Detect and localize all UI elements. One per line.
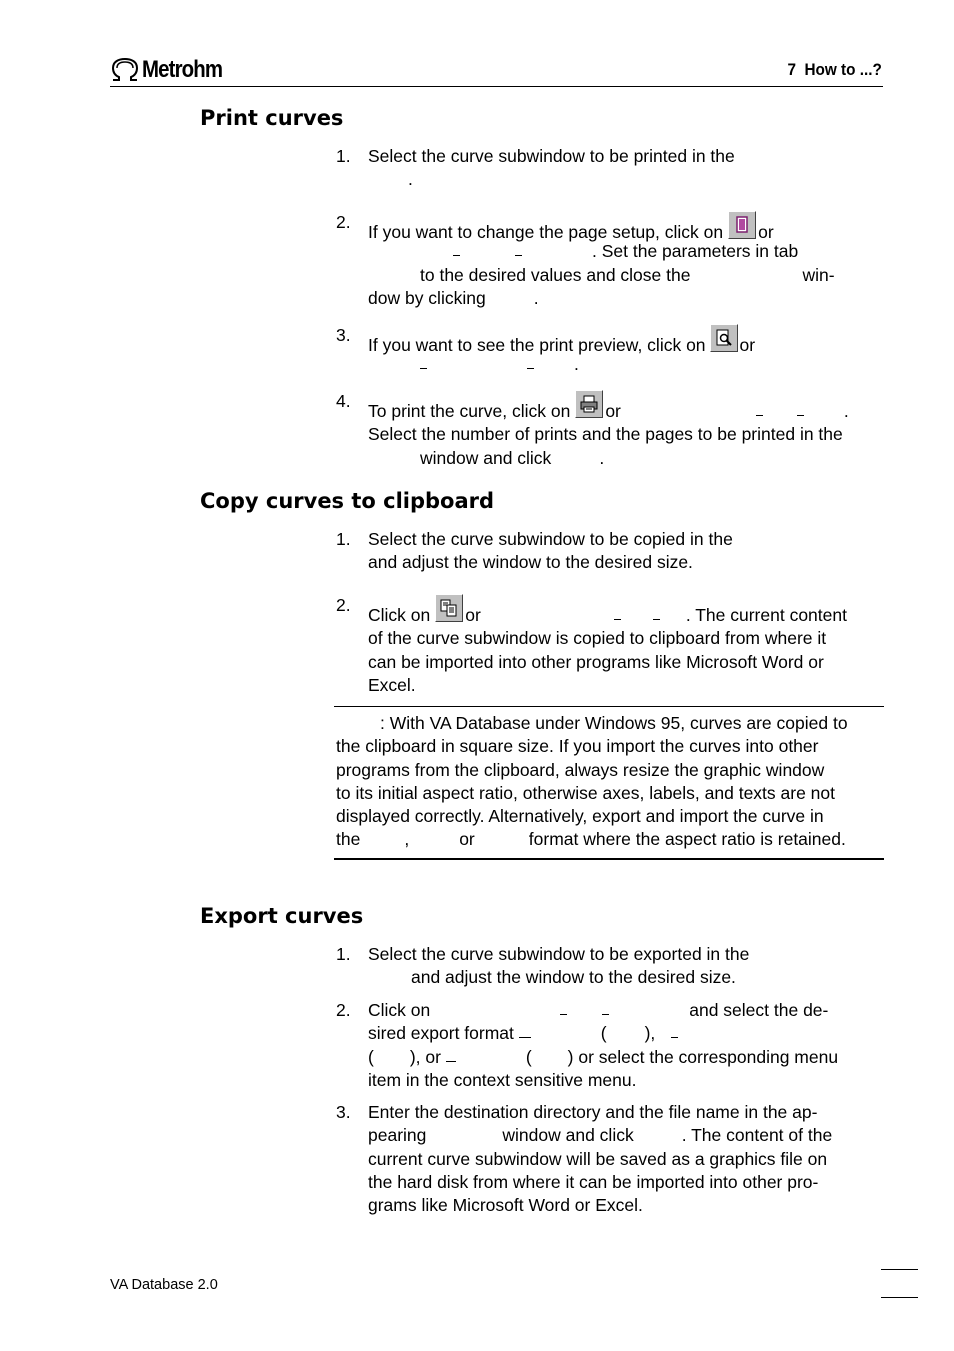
step-text: . <box>599 447 605 468</box>
step-number: 3. <box>336 1102 351 1122</box>
printer-icon[interactable] <box>575 390 603 418</box>
print-step-2 <box>336 211 884 310</box>
note-box <box>334 706 884 860</box>
step-text: . Set the parameters in tab <box>592 241 799 262</box>
header-divider <box>110 86 883 87</box>
step-text: can be imported into other programs like Microsoft Word or <box>368 651 824 672</box>
logo-text: Metrohm <box>142 56 223 83</box>
step-text: sired export format <box>368 1023 514 1044</box>
step-text: . <box>574 354 579 375</box>
step-text: . The content of the <box>681 1125 833 1146</box>
step-number: 1. <box>336 944 351 964</box>
step-text: and adjust the window to the desired size. <box>411 967 736 988</box>
step-text: . <box>843 401 849 421</box>
step-text: Select the curve subwindow to be printed in the <box>368 146 735 166</box>
footer-rule <box>881 1269 918 1270</box>
step-text: . <box>408 169 413 190</box>
export-step-2 <box>336 999 884 1092</box>
step-text: Click on <box>368 605 431 625</box>
company-logo <box>110 56 236 84</box>
step-text: Select the number of prints and the pages to be printed in the <box>368 424 843 445</box>
note-text: or <box>459 829 475 850</box>
step-text: To print the curve, click on <box>368 401 571 421</box>
copy-step-2 <box>336 594 884 697</box>
step-text: Enter the destination directory and the file name in the ap- <box>368 1102 818 1122</box>
step-text: to the desired values and close the <box>420 264 691 285</box>
step-number: 2. <box>336 1000 351 1020</box>
step-text: win- <box>802 264 835 285</box>
step-text: and adjust the window to the desired size. <box>368 552 693 573</box>
step-text: ( <box>368 1046 374 1067</box>
step-text: . The current content <box>685 605 847 625</box>
step-text: If you want to see the print preview, click on <box>368 335 706 355</box>
note-text: programs from the clipboard, always resize the graphic window <box>336 759 825 780</box>
page-setup-icon[interactable] <box>728 211 756 239</box>
step-text: and select the de- <box>689 1000 829 1020</box>
step-text: ), <box>644 1023 656 1044</box>
step-text: current curve subwindow will be saved as a graphics file on <box>368 1148 828 1169</box>
print-preview-icon[interactable] <box>710 324 738 352</box>
step-text: or <box>758 222 774 242</box>
step-text: ( <box>600 1023 607 1044</box>
step-text: dow by clicking <box>368 287 486 308</box>
copy-step-1 <box>336 528 884 575</box>
step-text: pearing <box>368 1125 427 1146</box>
step-number: 1. <box>336 529 351 549</box>
step-number: 1. <box>336 146 351 166</box>
copy-icon[interactable] <box>435 594 463 622</box>
note-text: , <box>404 829 410 850</box>
print-step-4 <box>336 390 884 470</box>
export-step-3 <box>336 1101 884 1217</box>
step-number: 2. <box>336 595 351 615</box>
print-step-3 <box>336 324 884 377</box>
note-text: the clipboard in square size. If you import the curves into other <box>336 736 819 757</box>
step-text: ( <box>525 1046 532 1067</box>
chapter-title: 7 How to ...? <box>787 60 882 79</box>
step-text: Select the curve subwindow to be copied in the <box>368 529 733 549</box>
step-text: . <box>533 287 539 308</box>
step-number: 2. <box>336 212 351 232</box>
step-text: the hard disk from where it can be imported into other pro- <box>368 1171 819 1192</box>
step-text: Excel. <box>368 674 416 695</box>
export-step-1 <box>336 943 884 990</box>
note-text: displayed correctly. Alternatively, export and import the curve in <box>336 806 824 827</box>
footer-product: VA Database 2.0 <box>110 1277 218 1293</box>
note-text: the <box>336 829 361 850</box>
step-text: or <box>739 335 756 355</box>
section-title-copy-curves: Copy curves to clipboard <box>200 489 495 513</box>
omega-logo-icon <box>110 57 140 83</box>
footer-rule <box>881 1297 918 1298</box>
step-text: or <box>465 605 481 625</box>
section-title-print-curves: Print curves <box>200 106 344 130</box>
step-number: 4. <box>336 391 351 411</box>
step-number: 3. <box>336 325 351 345</box>
section-title-export-curves: Export curves <box>200 904 364 928</box>
step-text: grams like Microsoft Word or Excel. <box>368 1195 643 1216</box>
step-text: window and click <box>420 447 552 468</box>
step-text: Select the curve subwindow to be exported in the <box>368 944 750 964</box>
note-text: to its initial aspect ratio, otherwise axes, labels, and texts are not <box>336 782 836 803</box>
step-text: of the curve subwindow is copied to clipboard from where it <box>368 628 827 649</box>
step-text: Click on <box>368 1000 431 1020</box>
note-text: : With VA Database under Windows 95, curves are copied to <box>380 713 848 733</box>
step-text: ), or <box>409 1046 441 1067</box>
note-text: format where the aspect ratio is retained. <box>528 829 846 850</box>
step-text: ) or select the corresponding menu <box>567 1046 839 1067</box>
step-text: If you want to change the page setup, click on <box>368 222 724 242</box>
step-text: window and click <box>502 1125 634 1146</box>
step-text: or <box>605 401 621 421</box>
step-text: item in the context sensitive menu. <box>368 1069 637 1090</box>
print-step-1 <box>336 145 884 192</box>
